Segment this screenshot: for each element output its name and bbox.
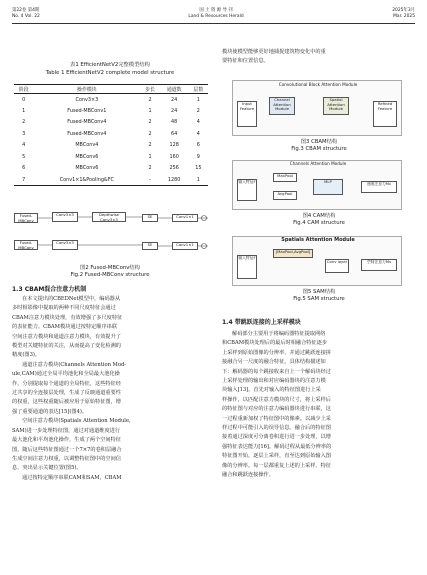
text-line: 接融合另一尺度的融合特征。具体结构描述如 [222, 359, 326, 366]
col-stride: 步长 [140, 85, 159, 94]
table-cell: 160 [169, 153, 179, 160]
text-line: 接着通过深度可分离卷积进行进一步处理，以增 [222, 434, 331, 441]
text-line: 模块使模型能够更好地捕捉建筑物变化中的重 [222, 49, 326, 55]
fig2-input-b: Fused-MBConv [14, 240, 38, 250]
journal-volume-en: No. 4 Vol. 22 [12, 14, 40, 19]
right-body-text [222, 330, 416, 481]
table-cell: 128 [169, 142, 179, 149]
table-cell: 2 [148, 96, 152, 103]
table-cell: MBConv6 [75, 153, 99, 160]
issue-date: 2025年3月 [392, 8, 415, 13]
text-line: 通过按特定顺序串联CAM和SAM，CBAM [22, 474, 122, 481]
fig5-out: 空间注意力Ms [361, 259, 397, 271]
table-cell: 1 [148, 153, 152, 160]
fig3-title: Convolutional Block Attention Module [278, 82, 358, 87]
left-body-text [12, 295, 208, 483]
text-line: 像的分辨率。每一层都重复上述的上采样、特征 [222, 462, 331, 469]
fig4-avgpool: AvgPool [273, 191, 297, 200]
fig3-caption-cn: 图3 CBAM结构 [300, 139, 338, 145]
table-cell: 48 [171, 119, 178, 126]
text-line: 生成空间注意力权重，以调整特征图中的空间信 [12, 455, 121, 462]
fig3-cam: Channel Attention Module [269, 97, 295, 115]
fig2-se-a: SE [142, 214, 158, 222]
right-intro-text [222, 48, 416, 67]
table-header-row [14, 85, 208, 94]
fig2-conv11-b: Conv1×1 [172, 242, 198, 250]
table-row [14, 140, 208, 152]
text-line: 的特征图与对应的注意力编码器块进行串联，这 [222, 406, 331, 413]
text-line: ule,CAM)通过全局平均池化和全局最大池化操 [12, 371, 120, 378]
text-line: SAM)进一步处理特征图，通过对通道维度进行 [12, 427, 121, 434]
table-cell: Fused-MBConv4 [67, 130, 107, 137]
fig4-diagram [232, 160, 402, 210]
fig2-caption-cn: 图2 Fused-MBConv结构 [80, 265, 140, 271]
section-1-3-heading: 1.3 CBAM混合注意力机制 [12, 286, 87, 293]
fig3-refined: Refined Feature [373, 101, 397, 127]
text-line: 下：解码器的每个跳接收来自上一个解码块经过 [222, 368, 331, 375]
fig5-pool: [MaxPool,AvgPool] [273, 249, 313, 258]
journal-volume: 第22卷 第4期 [12, 8, 40, 13]
fig2-diagram [12, 208, 210, 262]
text-line: 空间注意力模块和通道注意力模块，有效提升了 [12, 333, 121, 340]
table-row [14, 94, 208, 106]
fig4-mlp: MLP [313, 179, 343, 195]
table-cell: 1 [148, 107, 152, 114]
fig3-diagram [232, 80, 402, 136]
text-line: CBAM注意力模块处理，有效增强了多尺度特征 [12, 314, 123, 321]
fig5-caption-cn: 图5 SAM结构 [302, 289, 336, 295]
fig2-conv: Conv3×3 [52, 212, 78, 222]
text-line: 最大池化和平均池化操作，生成了两个空间特征 [12, 437, 121, 444]
header-rule [12, 23, 415, 24]
text-line: 作，分别提取每个通道的全局特征，这些特征经 [12, 380, 121, 387]
col-layers: 层数 [189, 85, 208, 94]
table-cell: - [140, 174, 159, 186]
table-cell: 2 [148, 165, 152, 172]
table-cell: 256 [169, 165, 179, 172]
table-cell: 15 [195, 165, 202, 172]
table-cell: MBConv4 [75, 142, 99, 149]
table1-title-cn: 表1 EfficientNetV2完整模型结构 [70, 62, 150, 68]
fig4-maxpool: MaxPool [273, 173, 297, 182]
text-line: 融合和跳跃连接操作。 [222, 472, 274, 479]
text-line: 上采样到原始图像的分辨率，并通过跳跃连接拼 [222, 349, 331, 356]
text-line: 强特征表达能力[16]。解码过程从最低分辨率的 [222, 443, 332, 450]
fig3-caption-en: Fig.3 CBAM structure [291, 146, 347, 152]
fig2-caption-en: Fig.2 Fused-MBConv structure [70, 272, 150, 278]
table-row [14, 128, 208, 140]
table-row [14, 163, 208, 175]
text-line: 样操作，以匹配注意力模块的尺寸，将上采样后 [222, 396, 331, 403]
table-cell: 6 [196, 142, 200, 149]
table-cell: 64 [171, 130, 178, 137]
fig2-input-a: Fused-MBConv [14, 213, 38, 223]
table-cell: 2 [148, 119, 152, 126]
table-cell: Conv1×1&Pooling&FC [33, 174, 140, 186]
fig2-arrows [12, 208, 210, 262]
table1-title-en: Table 1 EfficientNetV2 complete model structure [45, 70, 175, 76]
text-line: 的权重，这些权重随后被应用于原始特征图，增 [12, 399, 121, 406]
table-cell: 1 [22, 107, 26, 114]
fig4-out: 通道注意力Mc [361, 181, 397, 193]
text-line: 上采样处理的输出和对应编码器块的注意力模 [222, 378, 326, 385]
text-line: 的表征能力。CBAM模块通过按特定顺序串联 [12, 324, 118, 331]
fig2-conv-b: Conv3×3 [52, 240, 78, 250]
table-cell: MBConv6 [75, 165, 99, 172]
fig2-conv11-a: Conv1×1 [172, 214, 198, 222]
fig2-se-b: SE [142, 242, 158, 250]
table-row [14, 151, 208, 163]
text-line: 强了重要通道的表达[15](图4)。 [12, 408, 88, 415]
table-cell: 2 [22, 119, 26, 126]
table-cell: 0 [22, 96, 26, 103]
table-cell: 2 [148, 142, 152, 149]
text-line: 解码部分主要用于将编码器特征提取网络 [232, 331, 326, 337]
text-line: 一过程重新加权了特征图中的像素。以减少上采 [222, 415, 331, 422]
table-cell: 24 [171, 107, 178, 114]
table-cell: 4 [22, 142, 26, 149]
fig5-diagram [232, 236, 402, 286]
text-line: 特征图开始，逐层上采样，直至达到原始输入图 [222, 453, 331, 460]
fig5-input: 输入特征F [237, 255, 257, 279]
text-line: 在本文提出的CBEDNet模型中，编码器从 [22, 296, 121, 302]
table-row [14, 117, 208, 129]
table-cell: 1 [196, 96, 200, 103]
fig2-depthwise: Depthwise Conv3×3 [92, 212, 126, 222]
table-cell: 4 [196, 119, 200, 126]
section-1-4-heading: 1.4 带跳跃连接的上采样模块 [222, 319, 301, 326]
table-cell: 1280 [160, 174, 189, 186]
fig4-input: 输入特征F [237, 179, 257, 201]
text-line: 息，突出显示关键位置(图5)。 [12, 465, 82, 472]
fig5-caption-en: Fig.5 SAM structure [293, 296, 345, 302]
col-op: 操作模块 [33, 85, 140, 94]
table-cell: 5 [22, 153, 26, 160]
table-row [14, 174, 208, 186]
fig4-caption-cn: 图4 CAM结构 [302, 213, 336, 219]
text-line: 过共享的全连接层处理，生成了反映通道重要性 [12, 390, 121, 397]
table-cell: 4 [196, 130, 200, 137]
text-line: 样过程中可能引入的误导信息。融合后的特征图 [222, 425, 331, 432]
table-cell: 24 [171, 96, 178, 103]
fig5-title: Spatials Attention Module [281, 237, 355, 243]
text-line: 通道注意力模块(Channels Attention Mod- [22, 361, 127, 368]
table-cell: Fused-MBConv1 [67, 107, 107, 114]
table-cell: 6 [22, 165, 26, 172]
fig3-input: Input Feature [237, 101, 257, 127]
issue-date-en: Mar. 2025 [393, 14, 415, 19]
fig4-title: Channels Attention Module [289, 161, 347, 166]
fig5-conv: Conv layer [325, 259, 349, 273]
table-cell: 2 [148, 130, 152, 137]
table1 [14, 84, 208, 186]
col-stage: 阶段 [14, 85, 33, 94]
table-cell: Conv3×3 [75, 96, 99, 103]
table-row [14, 105, 208, 117]
text-line: 要特征和位置信息。 [222, 58, 269, 65]
text-line: 多时相影像中提取的两种不同尺度特征会通过 [12, 305, 116, 312]
journal-name: 国 土 资 源 导 刊 [199, 8, 233, 13]
col-channels: 通道数 [160, 85, 189, 94]
fig3-sam: Spatial Attention Module [323, 97, 349, 115]
journal-name-en: Land & Resources Herald [188, 14, 244, 19]
table-cell: 3 [22, 130, 26, 137]
text-line: 空间注意力模块(Spatials Attention Module, [22, 418, 131, 425]
table-cell: 9 [196, 153, 200, 160]
text-line: 块输入[13]。首先对输入的特征图进行上采 [222, 387, 321, 394]
text-line: 模型对关键特征的关注，从而提高了变化检测的 [12, 343, 121, 350]
fig4-caption-en: Fig.4 CAM structure [293, 220, 345, 226]
table-cell: 2 [196, 107, 200, 114]
text-line: 和CBAM模块处理后的最后时相融合特征逐步 [222, 340, 328, 347]
table-cell: 1 [189, 174, 208, 186]
text-line: 图，随后这些特征图通过一个7×7的卷积层融合 [12, 446, 122, 453]
text-line: 精度(图3)。 [12, 352, 41, 359]
table-cell: 7 [14, 174, 33, 186]
table-cell: Fused-MBConv4 [67, 119, 107, 126]
